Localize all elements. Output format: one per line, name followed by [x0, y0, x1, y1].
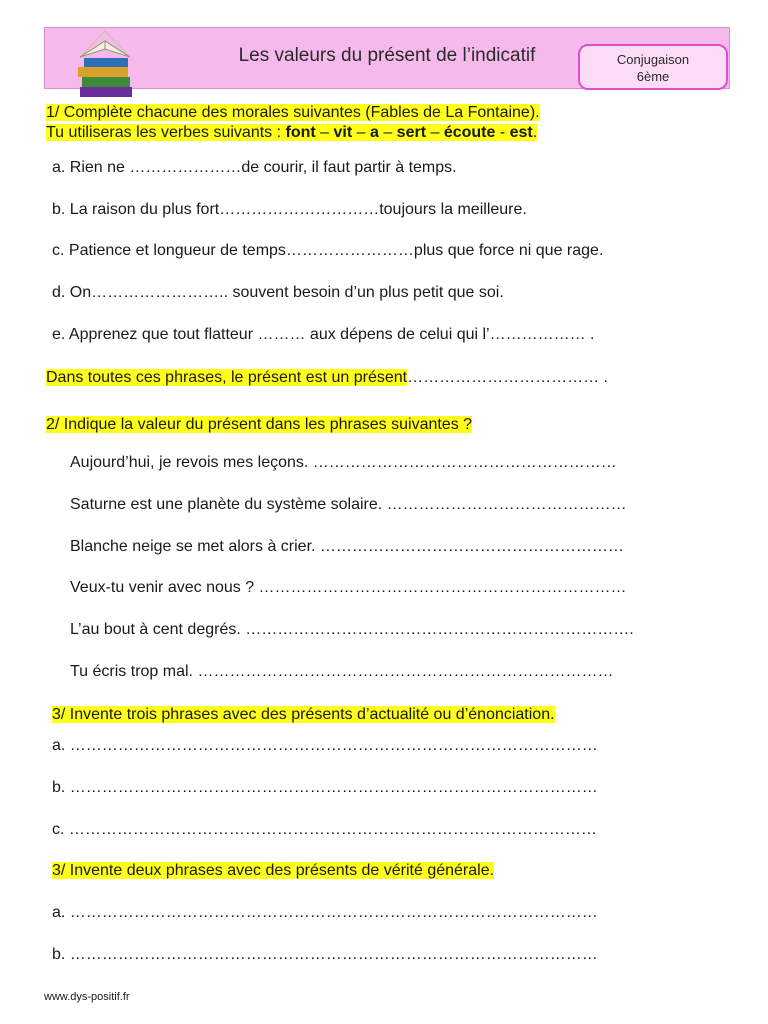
- badge-level: 6ème: [636, 69, 670, 84]
- exercise-item: Blanche neige se met alors à crier. …………………………………………………: [70, 538, 624, 555]
- footer-site: www.dys-positif.fr: [44, 991, 130, 1003]
- exercise-item: a. Rien ne …………………de courir, il faut partir à temps.: [52, 159, 457, 176]
- exercise-item: a. ………………………………………………………………………………………: [52, 737, 598, 754]
- exercise-item: L’au bout à cent degrés. ……………………………………………………………….: [70, 621, 634, 638]
- exercise-item: e. Apprenez que tout flatteur ……… aux dépens de celui qui l’……………… .: [52, 326, 595, 343]
- verb-ecoute: écoute: [443, 124, 496, 141]
- exercise-item: c. ………………………………………………………………………………………: [52, 821, 597, 838]
- verb-sert: sert: [396, 124, 427, 141]
- exercise-item: b. La raison du plus fort…………………………toujours la meilleure.: [52, 201, 527, 218]
- verb-a: a: [369, 124, 379, 141]
- part4-instruction: 3/ Invente deux phrases avec des présents de vérité générale.: [52, 862, 495, 879]
- exercise-item: Aujourd’hui, je revois mes leçons. …………………………………………………: [70, 454, 617, 471]
- verb-est: est: [509, 124, 533, 141]
- verb-vit: vit: [333, 124, 353, 141]
- part3-instruction: 3/ Invente trois phrases avec des présents d’actualité ou d’énonciation.: [52, 706, 555, 723]
- exercise-item: Saturne est une planète du système solaire. ………………………………………: [70, 496, 627, 513]
- subject-badge: [578, 44, 728, 90]
- books-illustration: [74, 27, 136, 101]
- exercise-item: Veux-tu venir avec nous ? ……………………………………………………………: [70, 579, 627, 596]
- page-title: Les valeurs du présent de l’indicatif: [238, 45, 536, 66]
- part1-instruction: 1/ Complète chacune des morales suivantes (Fables de La Fontaine).: [46, 104, 540, 121]
- verb-font: font: [285, 124, 316, 141]
- exercise-item: c. Patience et longueur de temps……………………plus que force ni que rage.: [52, 242, 604, 259]
- exercise-item: a. ………………………………………………………………………………………: [52, 904, 598, 921]
- exercise-item: Tu écris trop mal. ……………………………………………………………………: [70, 663, 614, 680]
- exercise-item: b. ………………………………………………………………………………………: [52, 946, 598, 963]
- exercise-item: b. ………………………………………………………………………………………: [52, 779, 598, 796]
- badge-subject: Conjugaison: [616, 52, 690, 67]
- part1-conclusion: Dans toutes ces phrases, le présent est un présent……………………………… .: [46, 369, 608, 386]
- part2-instruction: 2/ Indique la valeur du présent dans les phrases suivantes ?: [46, 416, 473, 433]
- part1-verbs-line: Tu utiliseras les verbes suivants : font – vit – a – sert – écoute - est.: [46, 124, 538, 141]
- exercise-item: d. On…………………….. souvent besoin d’un plus petit que soi.: [52, 284, 504, 301]
